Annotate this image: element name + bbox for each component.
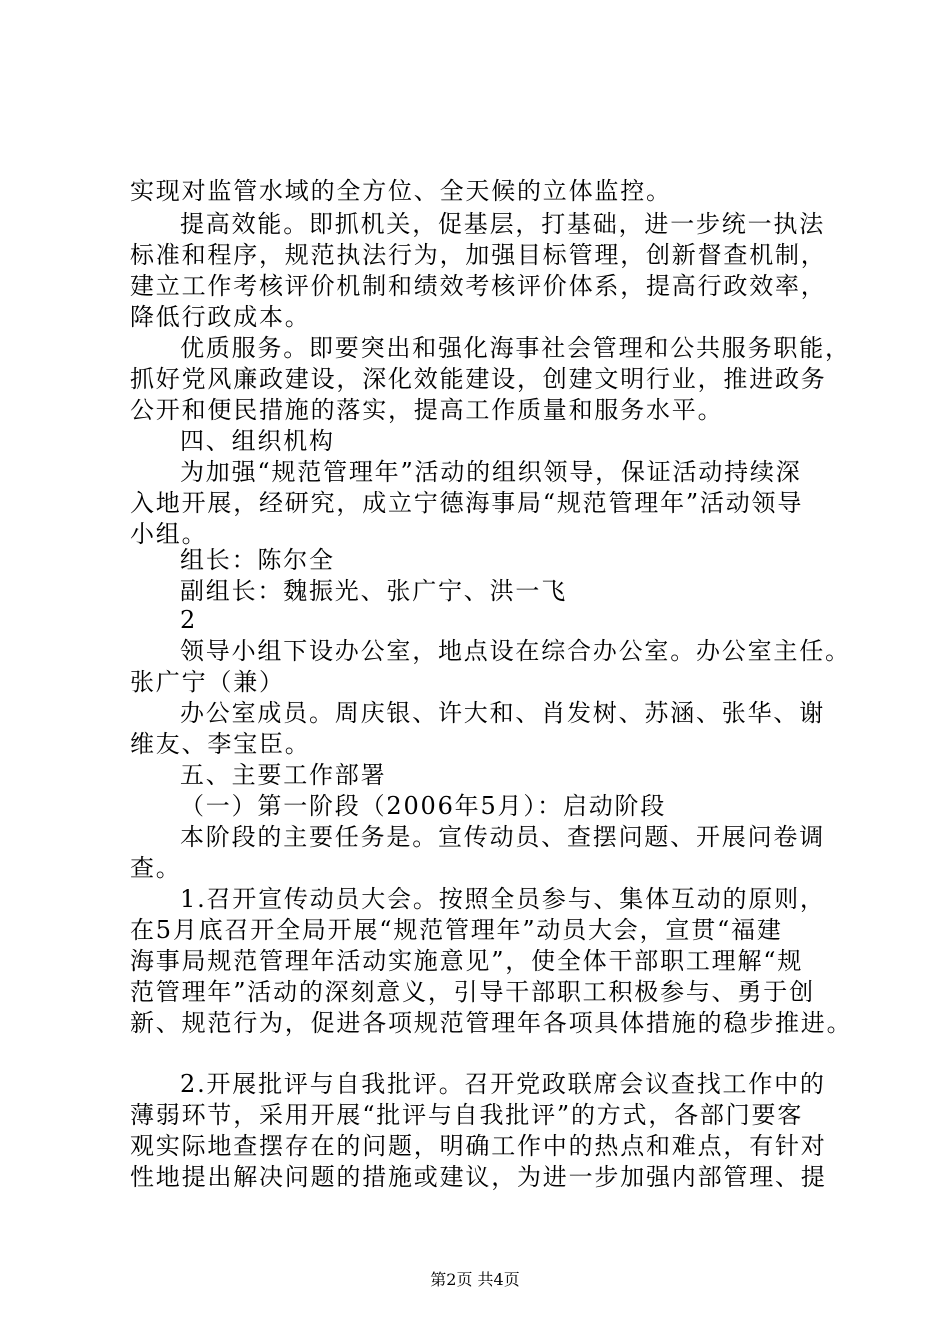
text-line: 范管理年”活动的深刻意义，引导干部职工积极参与、勇于创 xyxy=(130,978,815,1006)
section-heading: 四、组织机构 xyxy=(180,427,335,455)
text-line: 性地提出解决问题的措施或建议，为进一步加强内部管理、提 xyxy=(130,1163,827,1191)
text-line: 建立工作考核评价机制和绩效考核评价体系，提高行政效率， xyxy=(130,272,827,300)
text-line: 小组。 xyxy=(130,520,208,548)
text-line: 薄弱环节，采用开展“批评与自我批评”的方式，各部门要客 xyxy=(130,1101,804,1129)
text-line: 张广宁（兼） xyxy=(130,668,285,696)
text-line: 组长：陈尔全 xyxy=(180,546,335,574)
text-line: 2.开展批评与自我批评。召开党政联席会议查找工作中的 xyxy=(180,1070,826,1098)
text-line: 副组长：魏振光、张广宁、洪一飞 xyxy=(180,577,567,605)
text-line: 降低行政成本。 xyxy=(130,303,311,331)
text-line: 公开和便民措施的落实，提高工作质量和服务水平。 xyxy=(130,396,724,424)
text-line: 抓好党风廉政建设，深化效能建设，创建文明行业，推进政务 xyxy=(130,365,827,393)
subsection-heading: （一）第一阶段（2006年5月）：启动阶段 xyxy=(180,792,667,820)
text-line: 维友、李宝臣。 xyxy=(130,730,311,758)
page-footer: 第2页 共4页 xyxy=(430,1270,520,1289)
text-line: 新、规范行为，促进各项规范管理年各项具体措施的稳步推进。 xyxy=(130,1009,853,1037)
text-line: 标准和程序，规范执法行为，加强目标管理，创新督查机制， xyxy=(130,241,827,269)
text-line: 观实际地查摆存在的问题，明确工作中的热点和难点，有针对 xyxy=(130,1132,827,1160)
text-line: 海事局规范管理年活动实施意见”，使全体干部职工理解“规 xyxy=(130,947,804,975)
text-line: 1.召开宣传动员大会。按照全员参与、集体互动的原则， xyxy=(180,885,826,913)
page-marker: 2 xyxy=(180,606,198,634)
text-line: 查。 xyxy=(130,854,182,882)
text-line: 本阶段的主要任务是。宣传动员、查摆问题、开展问卷调 xyxy=(180,823,825,851)
text-line: 为加强“规范管理年”活动的组织领导，保证活动持续深 xyxy=(180,458,802,486)
text-line: 领导小组下设办公室，地点设在综合办公室。办公室主任。 xyxy=(180,637,851,665)
text-line: 提高效能。即抓机关，促基层，打基础，进一步统一执法 xyxy=(180,210,825,238)
text-line: 在5月底召开全局开展“规范管理年”动员大会，宣贯“福建 xyxy=(130,916,783,944)
text-line: 办公室成员。周庆银、许大和、肖发树、苏涵、张华、谢 xyxy=(180,699,825,727)
section-heading: 五、主要工作部署 xyxy=(180,761,387,789)
text-line: 入地开展，经研究，成立宁德海事局“规范管理年”活动领导 xyxy=(130,489,804,517)
text-line: 优质服务。即要突出和强化海事社会管理和公共服务职能， xyxy=(180,334,851,362)
text-line: 实现对监管水域的全方位、全天候的立体监控。 xyxy=(130,177,672,205)
